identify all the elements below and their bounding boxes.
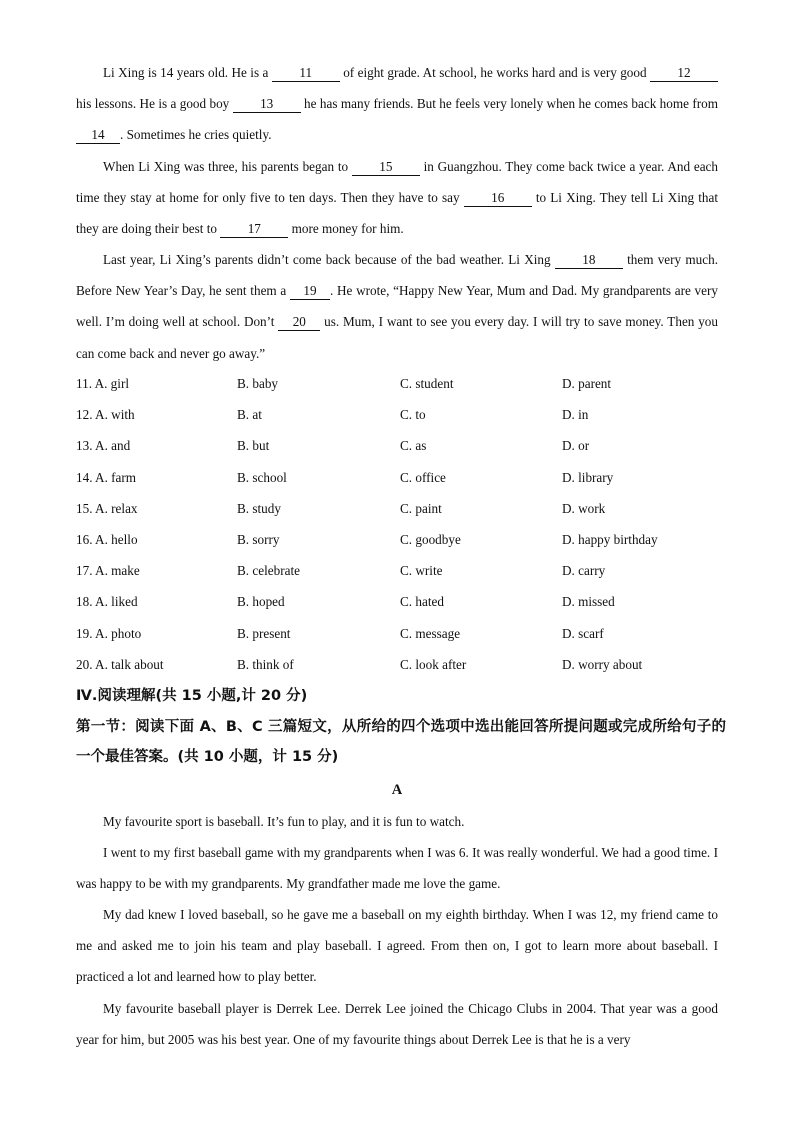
options-row [76, 368, 726, 399]
blank-14: 14 [76, 128, 120, 144]
option-b: B. but [237, 438, 270, 454]
options-row [76, 430, 726, 461]
options-row [76, 462, 726, 493]
options-row [76, 399, 726, 430]
blank-11: 11 [272, 66, 340, 82]
option-b: B. present [237, 625, 291, 641]
option-a: 19. A. photo [76, 625, 142, 641]
option-d: D. carry [562, 563, 606, 579]
option-b: B. study [237, 500, 281, 516]
blank-19: 19 [290, 284, 330, 300]
option-c: C. office [400, 469, 446, 485]
option-d: D. library [562, 469, 614, 485]
passage-a-paragraph: I went to my first baseball game with my grandparents when I was 6. It was really wonderful. We had a good time. I was happy to be with my grandparents. My grandfather made me love the game. [76, 845, 718, 892]
option-b: B. celebrate [237, 563, 300, 579]
option-b: B. think of [237, 656, 294, 672]
text: them very much. Before New Year’s Day, he sent them a [76, 252, 718, 299]
text: to Li Xing. They tell Li Xing that they are doing their best to [76, 190, 718, 237]
text: When Li Xing was three, his parents began to [103, 159, 352, 174]
options-row [76, 618, 726, 649]
options-list [76, 368, 726, 680]
text: . He wrote, “Happy New Year, Mum and Dad. My grandparents are very well. I’m doing well at school. Don’t [76, 283, 718, 330]
option-d: D. or [562, 438, 590, 454]
text: his lessons. He is a good boy [76, 96, 233, 112]
passage-a-paragraph: My favourite baseball player is Derrek Lee. Derrek Lee joined the Chicago Clubs in 2004. That year was a good year for him, but 2005 was his best year. One of my favourite things about Derrek Lee is that he is a very [76, 1001, 718, 1048]
cloze-paragraph-1 [76, 57, 718, 151]
text: Li Xing is 14 years old. He is a [103, 65, 272, 80]
option-c: C. paint [400, 500, 442, 516]
options-row [76, 524, 726, 555]
option-a: 18. A. liked [76, 594, 138, 610]
blank-16: 16 [464, 191, 532, 207]
text: us. Mum, I want to see you every day. I will try to save money. Then you can come back and never go away.” [76, 314, 718, 361]
option-b: B. school [237, 469, 287, 485]
option-c: C. as [400, 438, 427, 454]
option-b: B. sorry [237, 531, 280, 547]
blank-13: 13 [233, 97, 301, 113]
passage-a-paragraph: My favourite sport is baseball. It’s fun to play, and it is fun to watch. [103, 814, 465, 829]
option-a: 14. A. farm [76, 469, 137, 485]
option-b: B. hoped [237, 594, 285, 610]
option-a: 11. A. girl [76, 376, 129, 391]
option-a: 13. A. and [76, 438, 131, 454]
cloze-paragraph-3 [76, 244, 718, 369]
option-b: B. baby [237, 376, 279, 391]
option-a: 17. A. make [76, 563, 140, 579]
blank-12: 12 [650, 66, 718, 82]
option-a: 20. A. talk about [76, 656, 164, 672]
blank-15: 15 [352, 160, 420, 176]
option-c: C. write [400, 563, 443, 579]
option-d: D. work [562, 500, 606, 516]
option-d: D. happy birthday [562, 531, 658, 547]
options-row [76, 586, 726, 617]
option-d: D. in [562, 407, 589, 423]
option-a: 12. A. with [76, 407, 135, 423]
section-title: Ⅳ.阅读理解(共 15 小题,计 20 分) [76, 688, 308, 704]
text: in Guangzhou. They come back twice a year. And each time they stay at home for only five to ten days. Then they have to say [76, 159, 718, 206]
option-d: D. parent [562, 376, 612, 391]
text: Last year, Li Xing’s parents didn’t come back because of the bad weather. Li Xing [103, 252, 555, 267]
options-row [76, 555, 726, 586]
option-d: D. worry about [562, 656, 643, 672]
option-c: C. goodbye [400, 531, 461, 547]
text: of eight grade. At school, he works hard and is very good [339, 65, 650, 80]
option-b: B. at [237, 407, 262, 423]
blank-20: 20 [278, 315, 320, 331]
passage-label: A [391, 782, 403, 798]
blank-17: 17 [220, 222, 288, 238]
option-a: 16. A. hello [76, 531, 138, 547]
cloze-paragraph-2 [76, 151, 718, 245]
option-d: D. scarf [562, 625, 604, 641]
option-c: C. message [400, 625, 461, 641]
options-row [76, 493, 726, 524]
options-row [76, 649, 726, 680]
option-c: C. to [400, 407, 426, 423]
option-a: 15. A. relax [76, 500, 138, 516]
passage-a-paragraph: My dad knew I loved baseball, so he gave me a baseball on my eighth birthday. When I was 12, my friend came to me and asked me to join his team and play baseball. I agreed. From then on, I got to learn more about baseball. I practiced a lot and learned how to play better. [76, 907, 718, 985]
text: he has many friends. But he feels very lonely when he comes back home from [300, 96, 718, 112]
section-instructions: 第一节：阅读下面 A、B、C 三篇短文，从所给的四个选项中选出能回答所提问题或完成所给句子的一个最佳答案。(共 10 小题，计 15 分) [76, 719, 726, 765]
blank-18: 18 [555, 253, 623, 269]
text: . Sometimes he cries quietly. [120, 127, 272, 143]
option-c: C. student [400, 376, 454, 391]
text: more money for him. [288, 221, 404, 237]
option-c: C. look after [400, 656, 467, 672]
option-d: D. missed [562, 594, 615, 610]
option-c: C. hated [400, 594, 444, 610]
